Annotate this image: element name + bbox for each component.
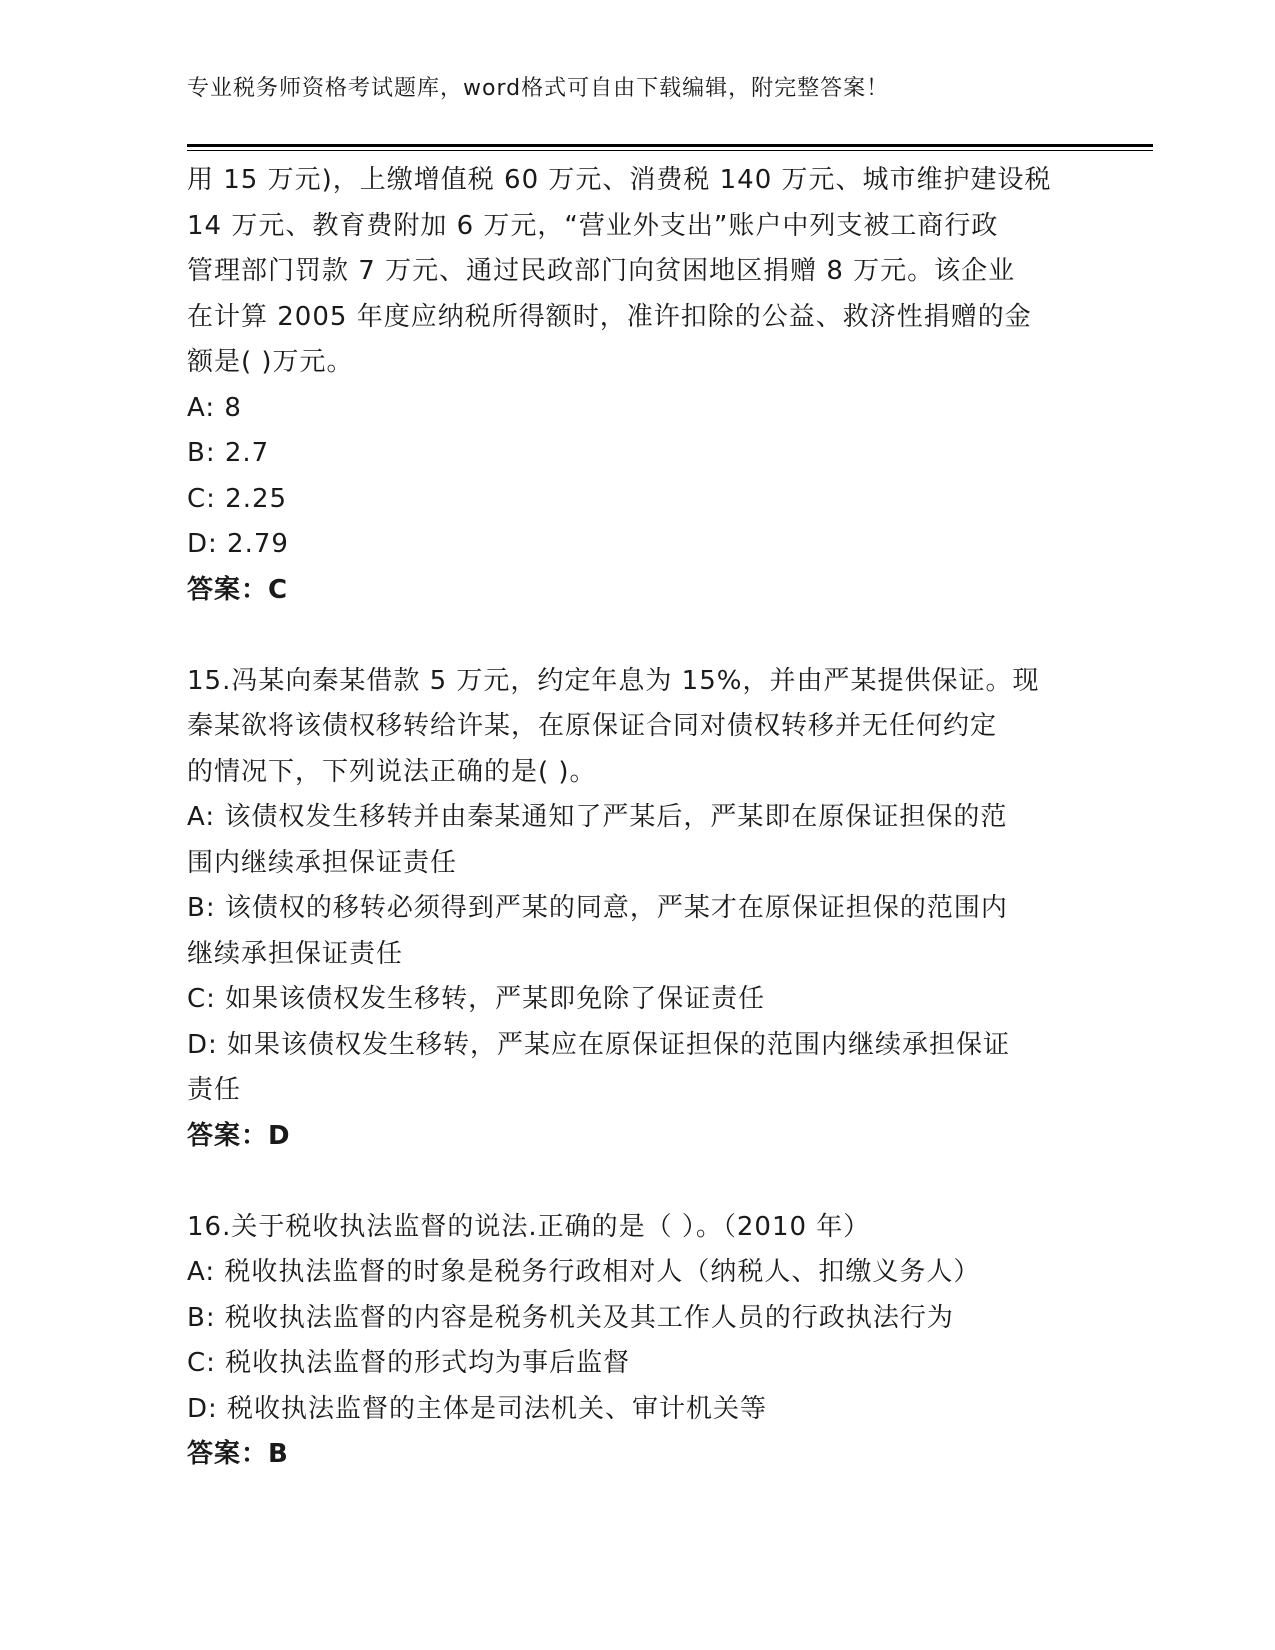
question-14-option-d: D: 2.79 — [187, 529, 289, 559]
question-15-option-d: D: 如果该债权发生移转，严某应在原保证担保的范围内继续承担保证 — [187, 1029, 1011, 1060]
question-14-answer: 答案：C — [187, 574, 289, 605]
spacer — [187, 613, 1077, 659]
question-15-option-c: C: 如果该债权发生移转，严某即免除了保证责任 — [187, 984, 766, 1014]
question-15-text-line: 秦某欲将该债权移转给许某，在原保证合同对债权转移并无任何约定 — [187, 711, 998, 741]
question-15-option-b: B: 该债权的移转必须得到严某的同意，严某才在原保证担保的范围内 — [187, 893, 1008, 923]
question-15-option-b-cont: 继续承担保证责任 — [187, 938, 404, 969]
question-15-answer: 答案：D — [187, 1120, 291, 1151]
question-14-text-line: 在计算 2005 年度应纳税所得额时，准许扣除的公益、救济性捐赠的金 — [187, 301, 1032, 332]
question-14-option-b: B: 2.7 — [187, 438, 270, 468]
question-16-text-line: 16.关于税收执法监督的说法.正确的是（ ）。（2010 年） — [187, 1211, 871, 1242]
question-14-option-c: C: 2.25 — [187, 483, 288, 514]
question-14-text-line: 用 15 万元)，上缴增值税 60 万元、消费税 140 万元、城市维护建设税 — [187, 165, 1052, 195]
spacer — [187, 1159, 1077, 1205]
question-14-text-line: 管理部门罚款 7 万元、通过民政部门向贫困地区捐赠 8 万元。该企业 — [187, 256, 1016, 286]
question-16-option-d: D: 税收执法监督的主体是司法机关、审计机关等 — [187, 1393, 768, 1424]
question-16-answer: 答案：B — [187, 1439, 289, 1469]
question-15-text-line: 15.冯某向秦某借款 5 万元，约定年息为 15%，并由严某提供保证。现 — [187, 665, 1040, 696]
question-16-option-a: A: 税收执法监督的时象是税务行政相对人（纳税人、扣缴义务人） — [187, 1257, 981, 1287]
question-15-block — [187, 659, 1077, 1160]
question-15-option-a: A: 该债权发生移转并由秦某通知了严某后，严某即在原保证担保的范 — [187, 802, 1008, 832]
question-15-option-d-cont: 责任 — [187, 1075, 242, 1105]
question-16-block — [187, 1205, 1077, 1478]
header-rule-thick — [187, 144, 1153, 147]
header-rule-thin — [187, 150, 1153, 151]
page-header: 专业税务师资格考试题库，word格式可自由下载编辑，附完整答案！ — [187, 76, 890, 101]
question-14-block — [187, 158, 1077, 613]
question-14-text-line: 额是( )万元。 — [187, 347, 354, 377]
question-14-option-a: A: 8 — [187, 392, 242, 423]
question-16-option-c: C: 税收执法监督的形式均为事后监督 — [187, 1348, 631, 1378]
document-body — [187, 158, 1077, 1478]
question-14-text-line: 14 万元、教育费附加 6 万元，“营业外支出”账户中列支被工商行政 — [187, 210, 999, 241]
question-16-option-b: B: 税收执法监督的内容是税务机关及其工作人员的行政执法行为 — [187, 1302, 954, 1333]
question-15-option-a-cont: 围内继续承担保证责任 — [187, 847, 458, 878]
question-15-text-line: 的情况下，下列说法正确的是( )。 — [187, 756, 597, 787]
